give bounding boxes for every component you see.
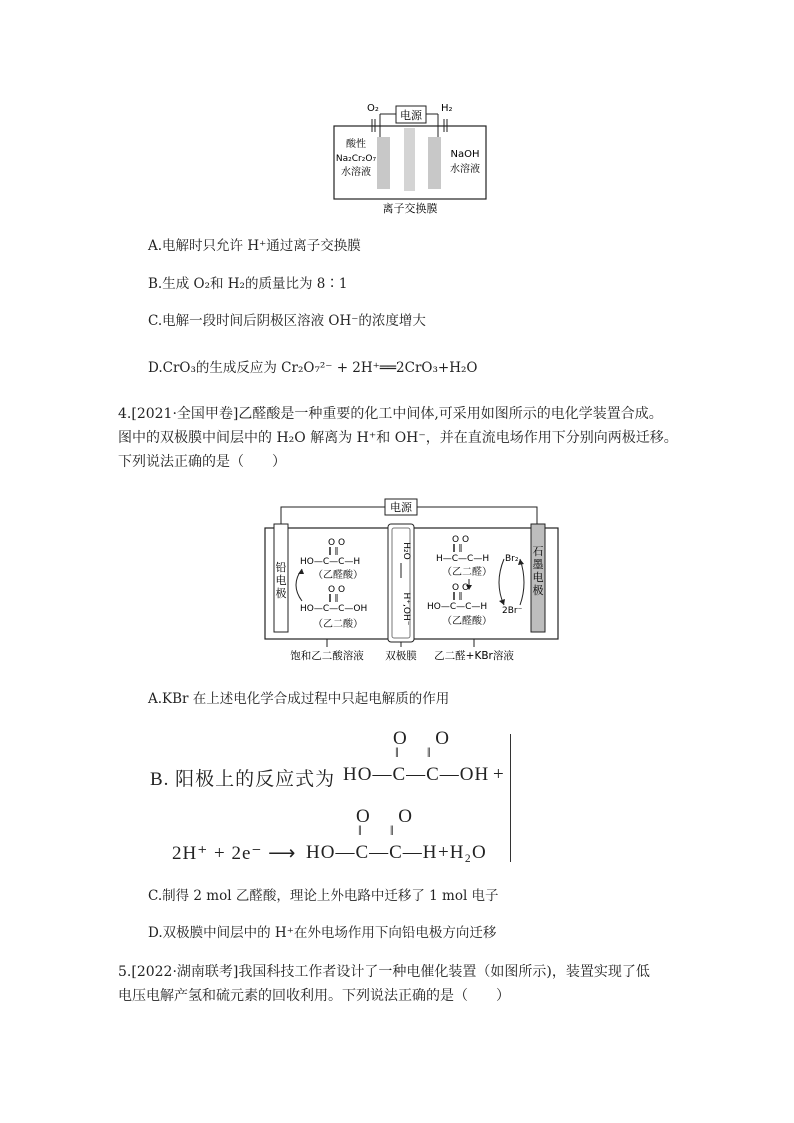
graphite-label-1: 石 [532,545,544,558]
product-oxygens: O O [356,806,412,827]
q3-option-d: D.CrO₃的生成反应为 Cr₂O₇²⁻ + 2H⁺══2CrO₃+H₂O [148,360,478,376]
product-glyoxylic-oxygens: O O [452,583,470,593]
bromine-cycle-right [520,559,524,605]
q4-option-d: D.双极膜中间层中的 H⁺在外电场作用下向铅电极方向迁移 [148,925,497,941]
left-solution-line2: Na₂Cr₂O₇ [335,154,377,164]
membrane-label: 离子交换膜 [382,202,438,215]
cathode-electrode [428,137,441,189]
reactant-plus: + [493,764,505,785]
lead-electrode-label-1: 铅 [275,561,287,574]
ion-exchange-membrane [404,128,415,191]
q5-stem-line2: 电压电解产氢和硫元素的回收利用。下列说法正确的是（ ） [118,988,510,1004]
membrane-ions: H⁺,OH⁻ [401,592,411,626]
q4-stem-line3: 下列说法正确的是（ ） [118,454,286,470]
right-solution-line1: NaOH [450,149,480,160]
oxygen-label: O₂ [367,103,379,114]
lead-electrode-label-3: 极 [275,587,287,600]
q4-option-a: A.KBr 在上述电化学合成过程中只起电解质的作用 [148,691,450,707]
bottom-label-right: 乙二醛+KBr溶液 [434,650,514,662]
q5-stem-line1: 5.[2022·湖南联考]我国科技工作者设计了一种电催化装置（如图所示)，装置实现了低 [118,964,650,980]
reactant-oxygens: O O [393,728,449,749]
left-solution-line1: 酸性 [346,139,366,150]
bromine-label: Br₂ [505,554,519,564]
oxalic-acid-bonds: ‖ ‖ [328,593,339,602]
power-label: 电源 [390,501,412,514]
power-label: 电源 [400,109,422,122]
lead-electrode-label-2: 电 [275,574,287,587]
product-glyoxylic-structure: HO—C—C—H [427,602,488,612]
reactant-structure: HO—C—C—OH [343,764,490,785]
glyoxal-label: （乙二醛） [442,567,492,578]
oxalic-acid-label: （乙二酸） [313,619,363,630]
q4-option-b-prefix: B. 阳极上的反应式为 [150,769,336,790]
glyoxal-oxygens: O O [452,535,470,545]
product-structure: HO—C—C—H [306,842,438,863]
bipolar-membrane-figure [262,493,562,665]
graphite-label-4: 极 [532,584,544,597]
bromine-cycle-left [499,559,504,605]
anode-electrode [377,137,390,189]
electrolysis-cell-figure [320,95,500,220]
q4-option-b-line2-left: 2H⁺ + 2e⁻ ⟶ [172,843,297,864]
oxalic-acid-structure: HO—C—C—OH [300,604,368,614]
equation-border-line [510,734,511,862]
q4-option-b-line2-right: +H₂O [438,842,487,863]
bottom-label-left: 饱和乙二酸溶液 [290,650,364,662]
right-solution-line2: 水溶液 [450,164,480,175]
glyoxylic-acid-bonds: ‖ ‖ [328,546,339,555]
bottom-label-mid: 双极膜 [385,650,417,662]
hydrogen-label: H₂ [441,103,453,114]
left-solution-line3: 水溶液 [341,167,371,178]
glyoxal-bonds: ‖ ‖ [452,543,463,552]
glyoxylic-acid-oxygens: O O [328,538,346,548]
q3-option-c: C.电解一段时间后阴极区溶液 OH⁻的浓度增大 [148,313,426,329]
oxalic-acid-oxygens: O O [328,585,346,595]
q4-stem-line2: 图中的双极膜中间层中的 H₂O 解离为 H⁺和 OH⁻，并在直流电场作用下分别向两极迁移。 [118,430,678,446]
q3-option-a: A.电解时只允许 H⁺通过离子交换膜 [148,238,361,254]
graphite-label-3: 电 [532,571,544,584]
glyoxylic-acid-structure: HO—C—C—H [300,557,361,567]
membrane-water: H₂O [401,542,411,560]
product-double-bonds: ‖ ‖ [358,824,394,839]
q4-stem-line1: 4.[2021·全国甲卷]乙醛酸是一种重要的化工中间体,可采用如图所示的电化学装置合成。 [118,406,663,422]
reactant-double-bonds: ‖ ‖ [395,746,431,761]
q4-option-b [148,722,518,872]
glyoxylic-acid-label: （乙醛酸） [313,570,363,581]
q3-option-b: B.生成 O₂和 H₂的质量比为 8∶1 [148,276,348,292]
glyoxal-structure: H—C—C—H [436,554,490,564]
q4-option-c: C.制得 2 mol 乙醛酸，理论上外电路中迁移了 1 mol 电子 [148,888,499,904]
graphite-label-2: 墨 [532,558,544,571]
product-glyoxylic-label: （乙醛酸） [442,616,492,627]
product-glyoxylic-bonds: ‖ ‖ [452,591,463,600]
bromide-label: 2Br⁻ [502,606,523,616]
